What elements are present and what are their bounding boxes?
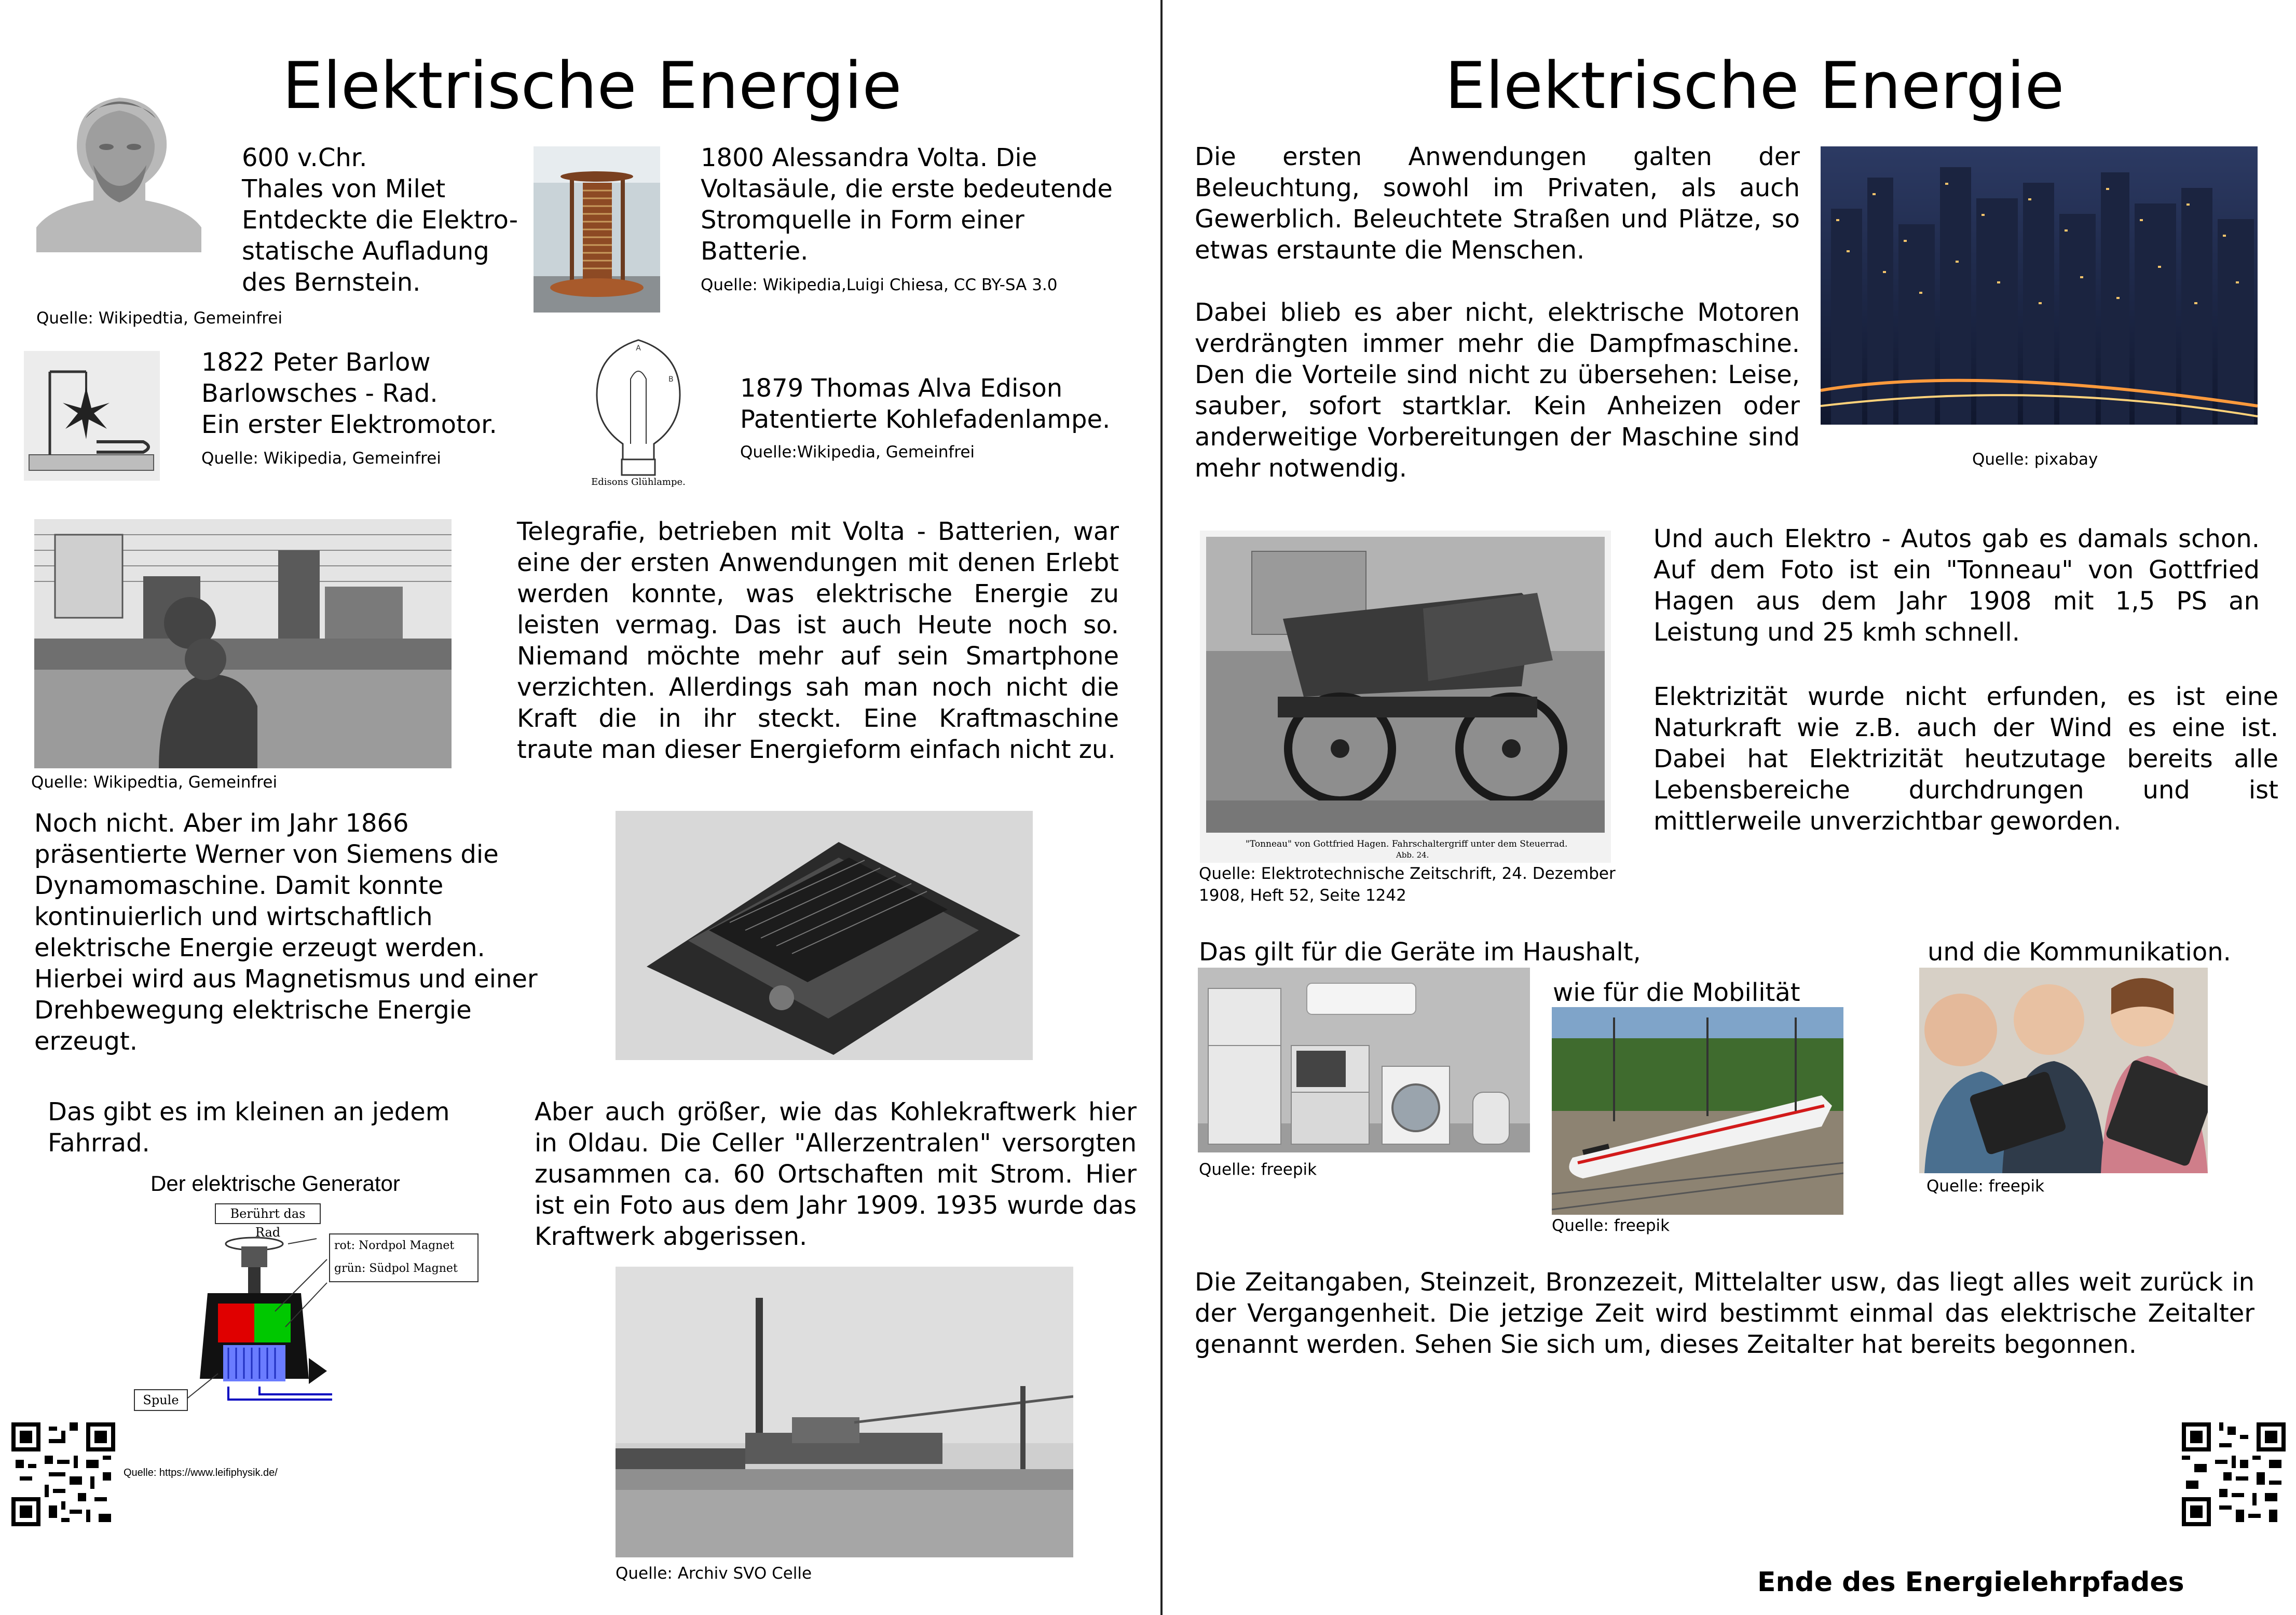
telegraph-text: Telegrafie, betrieben mit Volta - Batterien, war eine der ersten Anwendungen mit denen Erlebt werden konnte, was elektrische Energie zu leisten vermag. Das ist auch Heute noch so. Niemand möchte mehr auf sein Smartphone verzichten. Allerdings sah man noch nicht die Kraft die in ihr steckt. Eine Kraftmaschine traute man dieser Energieform einfach nicht zu. (517, 517, 1119, 764)
kraftwerk-source: Quelle: Archiv SVO Celle (616, 1564, 812, 1583)
thales-source: Quelle: Wikipedtia, Gemeinfrei (36, 309, 283, 328)
generator-label-gruen: grün: Südpol Magnet (334, 1262, 458, 1275)
volta-text: 1800 Alessandra Volta. Die Voltasäule, die erste bedeutende Stromquelle in Form einer Batterie. (701, 143, 1113, 266)
kraftwerk-photo (616, 1267, 1073, 1557)
right-page-title: Elektrische Energie (1445, 49, 2065, 124)
tonneau-caption: "Tonneau" von Gottfried Hagen. Fahrschaltergriff unter dem Steuerrad. (1246, 839, 1568, 849)
thales-bust-image (36, 87, 201, 252)
barlow-text: 1822 Peter Barlow Barlowsches - Rad. Ein erster Elektromotor. (201, 348, 497, 439)
ice-train-image (1552, 1007, 1843, 1215)
generator-diagram (125, 1171, 519, 1483)
naturkraft-text: Elektrizität wurde nicht erfunden, es ist eine Naturkraft wie z.B. auch der Wind es eine ist. Dabei hat Elektrizität heutzutage bereits alle Lebensbereiche durchdrungen und ist mittlerweile unverzichtbar geworden. (1653, 682, 2278, 836)
edison-text: 1879 Thomas Alva Edison Patentierte Kohlefadenlampe. (740, 374, 1111, 434)
qr-code-right[interactable] (2182, 1422, 2286, 1526)
edison-lamp-image (576, 332, 701, 493)
svg-text:A: A (636, 344, 641, 352)
svg-text:B: B (668, 375, 674, 384)
siemens-text: Noch nicht. Aber im Jahr 1866 präsentierte Werner von Siemens die Dynamomaschine. Damit konnte kontinuierlich und wirtschaftlich elektrische Energie erzeugt werden. Hierbei wird aus Magnetismus und einer Drehbewegung elektrische Energie erzeugt. (34, 809, 538, 1056)
volta-source: Quelle: Wikipedia,Luigi Chiesa, CC BY-SA 3.0 (701, 276, 1058, 294)
generator-label-spule: Spule (134, 1389, 188, 1411)
barlow-wheel-image (24, 351, 160, 481)
children-tablets-image (1919, 968, 2208, 1173)
generator-title: Der elektrische Generator (151, 1171, 400, 1196)
household-source: Quelle: freepik (1199, 1160, 1317, 1179)
haushalt-text: Das gilt für die Geräte im Haushalt, (1199, 938, 1641, 967)
end-of-trail-text: Ende des Energielehrpfades (1757, 1567, 2184, 1598)
zeitalter-text: Die Zeitangaben, Steinzeit, Bronzezeit, Mittelalter usw, das liegt alles weit zurück in der Vergangenheit. Die jetzige Zeit wird bestimmt einmal das elektrische Zeitalter genannt werden. Sehen Sie sich um, dieses Zeitalter hat bereits begonnen. (1195, 1268, 2254, 1359)
auto-text: Und auch Elektro - Autos gab es damals schon. Auf dem Foto ist ein "Tonneau" von Gottfried Hagen aus dem Jahr 1908 mit 1,5 PS an Leistung und 25 kmh schnell. (1653, 524, 2260, 647)
generator-drawing (187, 1223, 394, 1431)
mobilitaet-text: wie für die Mobilität (1553, 978, 1800, 1007)
edison-source: Quelle:Wikipedia, Gemeinfrei (740, 443, 975, 462)
kommunikation-text: und die Kommunikation. (1928, 938, 2231, 967)
city-source: Quelle: pixabay (1972, 450, 2098, 469)
tonneau-source: Quelle: Elektrotechnische Zeitschrift, 24. Dezember 1908, Heft 52, Seite 1242 (1199, 864, 1616, 905)
kraftwerk-text: Aber auch größer, wie das Kohlekraftwerk hier in Oldau. Die Celler "Allerzentralen" versorgten zusammen ca. 60 Ortschaften mit Strom. Hier ist ein Foto aus dem Jahr 1909. 1935 wurde das Kraftwerk abgerissen. (535, 1097, 1137, 1251)
dynamo-image (616, 811, 1033, 1060)
page-divider (1160, 0, 1163, 1615)
fahrrad-text: Das gibt es im kleinen an jedem Fahrrad. (48, 1097, 450, 1158)
train-source: Quelle: freepik (1552, 1216, 1670, 1235)
generator-source: Quelle: https://www.leifiphysik.de/ (124, 1467, 278, 1478)
telegraph-engraving-image (34, 519, 452, 768)
volta-pile-image (534, 146, 660, 313)
beleuchtung-text: Die ersten Anwendungen galten der Beleuchtung, sowohl im Privaten, als auch Gewerblich. Beleuchtete Straßen und Plätze, so etwas erstaunte die Menschen. (1195, 142, 1800, 265)
generator-label-rad: Berührt das Rad (215, 1203, 321, 1224)
telegraph-source: Quelle: Wikipedtia, Gemeinfrei (31, 773, 278, 792)
generator-label-rot: rot: Nordpol Magnet (334, 1239, 455, 1252)
tonneau-photo (1200, 531, 1611, 863)
qr-code-left[interactable] (11, 1422, 115, 1526)
household-appliances-image (1198, 968, 1530, 1152)
communication-source: Quelle: freepik (1926, 1177, 2045, 1196)
tonneau-figure-number: Abb. 24. (1396, 850, 1429, 860)
thales-text: 600 v.Chr. Thales von Milet Entdeckte die Elektro- statische Aufladung des Bernstein. (242, 143, 518, 297)
barlow-source: Quelle: Wikipedia, Gemeinfrei (201, 449, 441, 468)
motoren-text: Dabei blieb es aber nicht, elektrische Motoren verdrängten immer mehr die Dampfmaschine. Den die Vorteile sind nicht zu übersehen: Leise, sauber, sofort startklar. Kein Anheizen oder anderweitige Vorbereitungen der Maschine sind mehr notwendig. (1195, 298, 1800, 483)
city-night-photo (1821, 146, 2258, 425)
edison-lamp-caption: Edisons Glühlampe. (591, 477, 686, 487)
left-page-title: Elektrische Energie (282, 49, 902, 124)
